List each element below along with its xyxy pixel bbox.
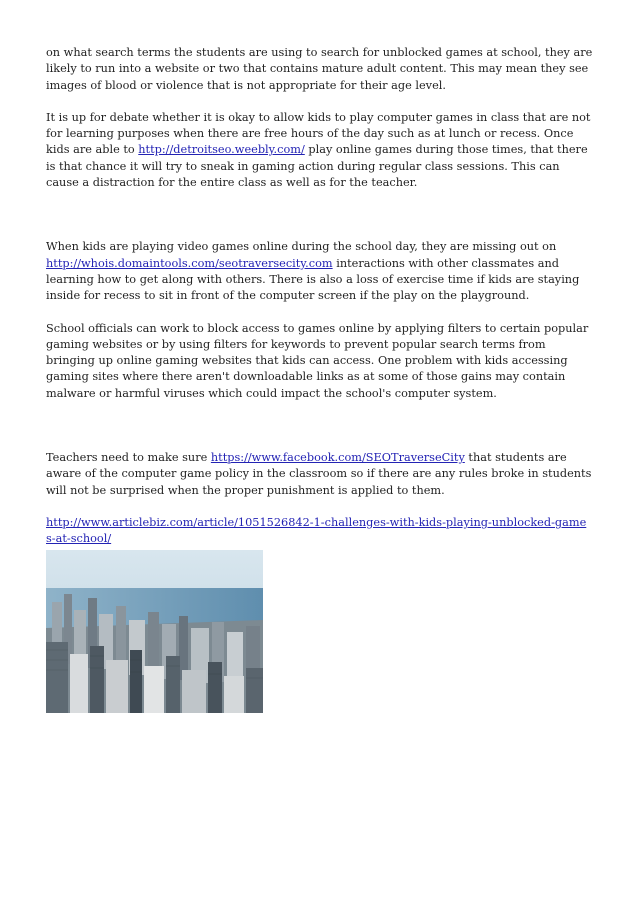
- paragraph-5-rest: that students are aware of the computer game policy in the classroom so if there are any rules broke in students will not be surprised when the proper punishment is applied to them.: [46, 451, 592, 497]
- document-page: [46, 45, 594, 548]
- articlebiz-source-link[interactable]: http://www.articlebiz.com/article/1051526842-1-challenges-with-kids-playing-unblocked-games-at-school/: [46, 515, 587, 546]
- source-paragraph: [46, 515, 592, 548]
- whois-link[interactable]: http://whois.domaintools.com/seotraversecity.com: [46, 256, 333, 270]
- paragraph-2: [46, 110, 594, 191]
- paragraph-5: [46, 450, 594, 499]
- paragraph-3-rest: interactions with other classmates and learning how to get along with others. There is also a loss of exercise time if kids are staying inside for recess to sit in front of the computer screen if the play on the playground.: [46, 256, 580, 303]
- facebook-link[interactable]: https://www.facebook.com/SEOTraverseCity: [210, 451, 465, 465]
- paragraph-gap: [46, 402, 594, 450]
- paragraph-2-rest: play online games during those times, that there is that chance it will try to sneak in gaming action during regular class sessions. This can cause a distraction for the entire class as well as for the teacher.: [46, 143, 588, 190]
- city-skyline-image: [46, 550, 263, 713]
- paragraph-4: School officials can work to block access to games online by applying filters to certain popular gaming websites or by using filters for keywords to prevent popular search terms from bringing up online gaming websites that kids can access. One problem with kids accessing gaming sites where there aren't downloadable links as at some of those gains may contain malware or harmful viruses which could impact the school's computer system.: [46, 321, 589, 400]
- paragraph-gap: [46, 305, 594, 321]
- paragraph-2-text: It is up for debate whether it is okay to allow kids to play computer games in class that are not for learning purposes when there are free hours of the day such as at lunch or recess. Once kids are able to: [46, 110, 591, 157]
- paragraph-3: [46, 239, 594, 304]
- paragraph-gap: [46, 499, 594, 515]
- detroitseo-link[interactable]: http://detroitseo.weebly.com/: [138, 143, 305, 157]
- paragraph-gap: [46, 191, 594, 239]
- paragraph-5-text: Teachers need to make sure: [46, 451, 211, 465]
- city-skyline-illustration: [46, 550, 263, 713]
- paragraph-3-text: When kids are playing video games online during the school day, they are missing out on: [46, 240, 557, 254]
- paragraph-1: on what search terms the students are using to search for unblocked games at school, they are likely to run into a website or two that contains mature adult content. This may mean they see images of blood or violence that is not appropriate for their age level.: [46, 46, 593, 92]
- paragraph-gap: [46, 94, 594, 110]
